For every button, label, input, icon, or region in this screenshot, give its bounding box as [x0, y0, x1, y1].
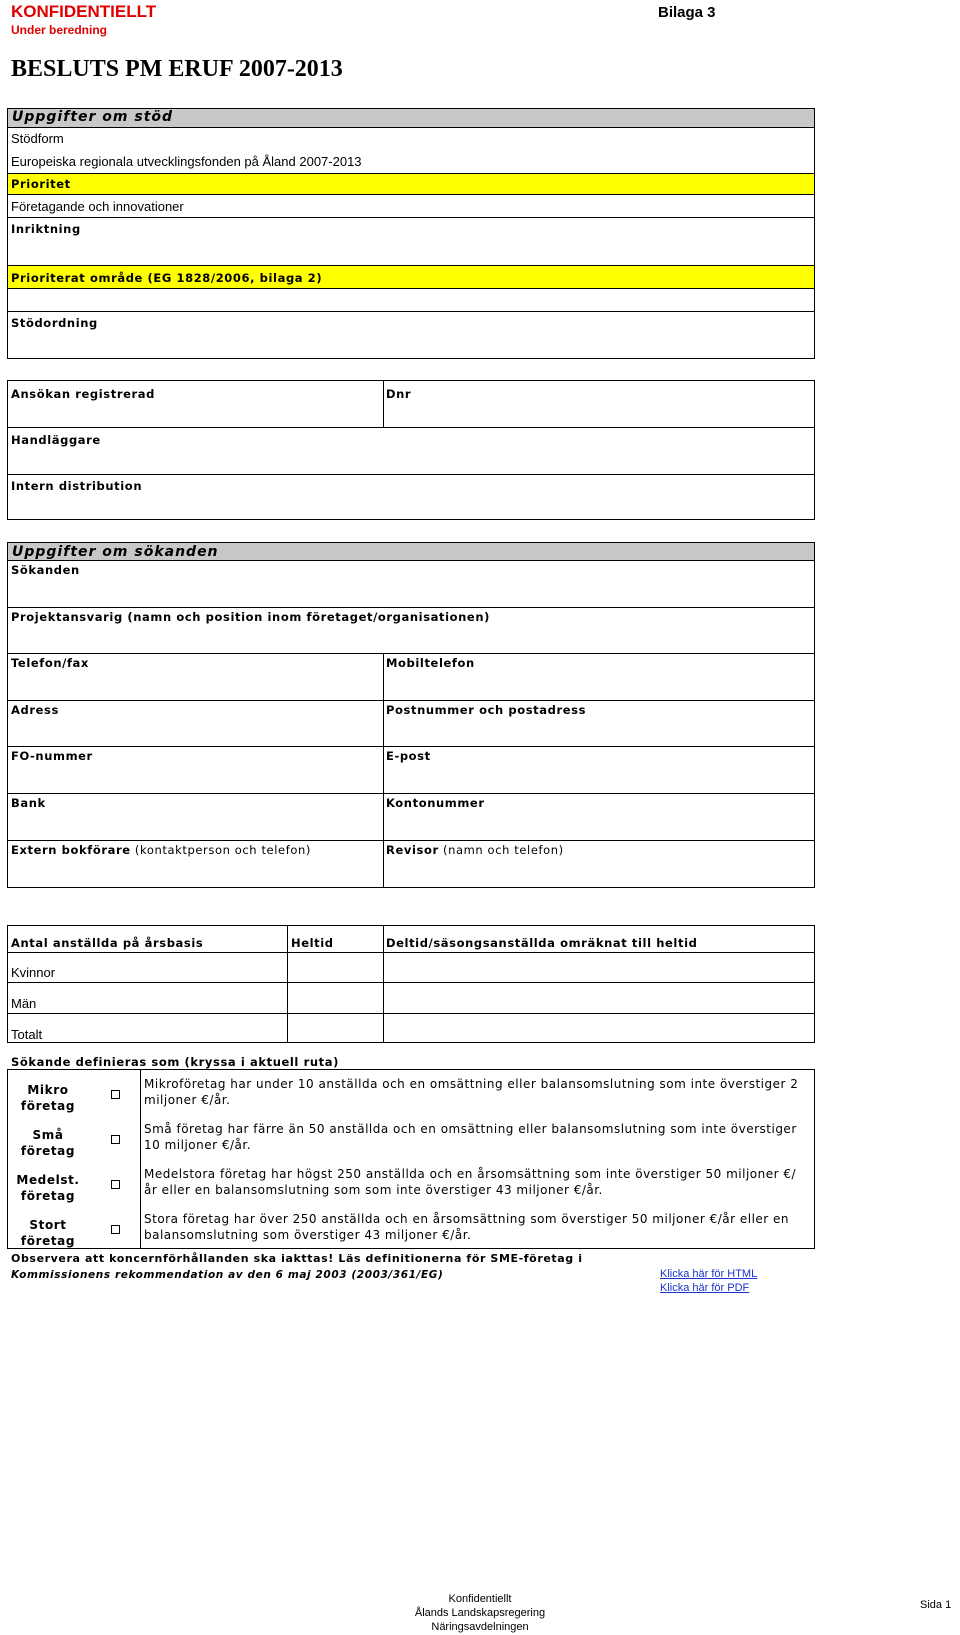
support-section — [7, 108, 815, 359]
project-manager-label: Projektansvarig (namn och position inom företaget/organisationen) — [11, 610, 490, 624]
option-micro-label-1: Mikro — [27, 1083, 69, 1097]
sme-note: Observera att koncernförhållanden ska iakttas! Läs definitionerna för SME-företag i — [11, 1252, 583, 1265]
auditor-row — [386, 843, 564, 857]
support-section-title: Uppgifter om stöd — [12, 109, 174, 125]
parttime-header: Deltid/säsongsanställda omräknat till heltid — [386, 936, 698, 950]
option-small-label-2: företag — [20, 1144, 76, 1158]
footer-line-1: Konfidentiellt — [448, 1593, 512, 1605]
option-large-checkbox[interactable] — [111, 1225, 120, 1234]
bookkeeper-note: (kontaktperson och telefon) — [134, 843, 311, 857]
direction-label: Inriktning — [11, 222, 81, 236]
option-small-checkbox[interactable] — [111, 1135, 120, 1144]
sme-note-reference: Kommissionens rekommendation av den 6 maj 2003 (2003/361/EG) — [11, 1269, 444, 1281]
bank-label: Bank — [11, 796, 46, 810]
email-label: E-post — [386, 749, 431, 763]
phone-fax-label: Telefon/fax — [11, 656, 89, 670]
option-micro-label — [8, 1082, 88, 1114]
option-large-label-1: Stort — [29, 1218, 67, 1232]
fulltime-header: Heltid — [291, 936, 334, 950]
link-html[interactable]: Klicka här för HTML — [660, 1268, 758, 1280]
option-micro-checkbox[interactable] — [111, 1090, 120, 1099]
status-label: Under beredning — [11, 23, 108, 37]
option-medium-text: Medelstora företag har högst 250 anställda och en årsomsättning som inte överstiger 50 miljoner €/år eller en balansomslutning som som inte överstiger 43 miljoner €/år. — [144, 1167, 797, 1197]
option-medium-checkbox[interactable] — [111, 1180, 120, 1189]
option-small-label — [8, 1127, 88, 1159]
option-medium-label — [8, 1172, 88, 1204]
priority-label: Prioritet — [11, 177, 71, 191]
priority-row — [7, 173, 815, 195]
prioritized-area-label: Prioriterat område (EG 1828/2006, bilaga 2) — [11, 271, 323, 285]
registered-label: Ansökan registrerad — [11, 387, 155, 401]
applicant-section-title: Uppgifter om sökanden — [12, 544, 219, 560]
page-title: BESLUTS PM ERUF 2007-2013 — [11, 56, 343, 82]
option-micro-text: Mikroföretag har under 10 anställda och en omsättning eller balansomslutning som inte överstiger 2 miljoner €/år. — [144, 1077, 799, 1107]
bookkeeper-row — [11, 843, 311, 857]
page-number: Sida 1 — [920, 1599, 952, 1611]
option-large-label — [8, 1217, 88, 1249]
mobile-label: Mobiltelefon — [386, 656, 475, 670]
employees-row-women: Kvinnor — [11, 965, 56, 980]
footer — [330, 1592, 630, 1634]
bookkeeper-label: Extern bokförare — [11, 843, 131, 857]
option-small-text: Små företag har färre än 50 anställda och en omsättning eller balansomslutning som inte överstiger 10 miljoner €/år. — [144, 1122, 797, 1152]
employees-row-men: Män — [11, 996, 37, 1011]
employees-header: Antal anställda på årsbasis — [11, 936, 204, 950]
support-form-value[interactable]: Europeiska regionala utvecklingsfonden på Åland 2007-2013 — [11, 154, 362, 169]
auditor-label: Revisor — [386, 843, 439, 857]
applicant-label: Sökanden — [11, 563, 80, 577]
dnr-label: Dnr — [386, 387, 412, 401]
option-small-label-1: Små — [32, 1128, 64, 1142]
classification-title: Sökande definieras som (kryssa i aktuell ruta) — [11, 1055, 339, 1069]
footer-line-3: Näringsavdelningen — [431, 1621, 529, 1633]
link-pdf[interactable]: Klicka här för PDF — [660, 1282, 750, 1294]
support-form-label: Stödform — [11, 131, 64, 146]
distribution-label: Intern distribution — [11, 479, 143, 493]
option-large-label-2: företag — [20, 1234, 76, 1248]
appendix-label: Bilaga 3 — [658, 4, 716, 21]
scheme-label: Stödordning — [11, 316, 98, 330]
option-large-text: Stora företag har över 250 anställda och en årsomsättning som överstiger 50 miljoner €/år eller en balansomslutning som överstiger 43 miljoner €/år. — [144, 1212, 790, 1242]
auditor-note: (namn och telefon) — [442, 843, 564, 857]
footer-line-2: Ålands Landskapsregering — [414, 1607, 546, 1619]
registration-section — [7, 380, 815, 520]
option-medium-label-1: Medelst. — [16, 1173, 80, 1187]
fo-number-label: FO-nummer — [11, 749, 93, 763]
officer-label: Handläggare — [11, 433, 101, 447]
option-medium-label-2: företag — [20, 1189, 76, 1203]
account-label: Kontonummer — [386, 796, 485, 810]
employees-row-total: Totalt — [11, 1027, 43, 1042]
postal-label: Postnummer och postadress — [386, 703, 587, 717]
option-micro-label-2: företag — [20, 1099, 76, 1113]
priority-value[interactable]: Företagande och innovationer — [11, 199, 184, 214]
confidential-label: KONFIDENTIELLT — [11, 2, 157, 21]
address-label: Adress — [11, 703, 59, 717]
